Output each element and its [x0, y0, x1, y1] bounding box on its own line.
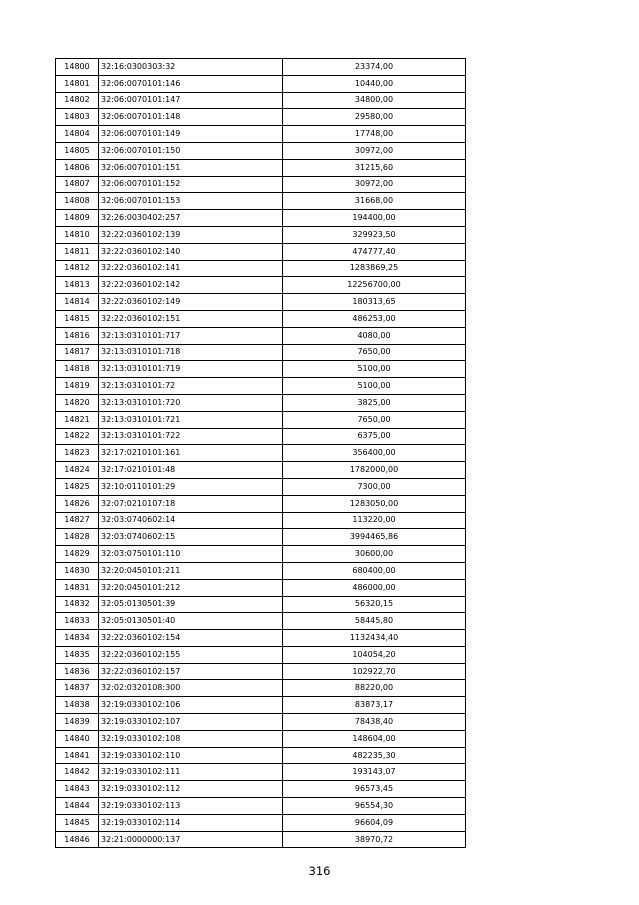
cadastral-number-cell: 32:22:0360102:155 [99, 646, 283, 663]
row-number-cell: 14828 [56, 529, 99, 546]
table-row [56, 646, 466, 663]
cadastral-number-cell: 32:16:0300303:32 [99, 59, 283, 76]
row-number-cell: 14827 [56, 512, 99, 529]
cadastral-value-cell: 17748,00 [283, 126, 466, 143]
cadastral-number-cell: 32:07:0210107:18 [99, 495, 283, 512]
cadastral-number-cell: 32:19:0330102:112 [99, 781, 283, 798]
cadastral-number-cell: 32:22:0360102:154 [99, 630, 283, 647]
table-row [56, 478, 466, 495]
table-row [56, 697, 466, 714]
table-row [56, 260, 466, 277]
cadastral-number-cell: 32:06:0070101:151 [99, 159, 283, 176]
row-number-cell: 14813 [56, 277, 99, 294]
table-row [56, 411, 466, 428]
row-number-cell: 14823 [56, 445, 99, 462]
cadastral-number-cell: 32:22:0360102:139 [99, 226, 283, 243]
table-row [56, 59, 466, 76]
row-number-cell: 14844 [56, 798, 99, 815]
cadastral-value-cell: 88220,00 [283, 680, 466, 697]
row-number-cell: 14821 [56, 411, 99, 428]
table-row [56, 176, 466, 193]
cadastral-value-cell: 102922,70 [283, 663, 466, 680]
cadastral-number-cell: 32:22:0360102:157 [99, 663, 283, 680]
row-number-cell: 14846 [56, 831, 99, 848]
table-row [56, 764, 466, 781]
row-number-cell: 14805 [56, 142, 99, 159]
table-row [56, 243, 466, 260]
cadastral-number-cell: 32:06:0070101:152 [99, 176, 283, 193]
row-number-cell: 14810 [56, 226, 99, 243]
table-row [56, 462, 466, 479]
row-number-cell: 14829 [56, 546, 99, 563]
table-row [56, 630, 466, 647]
table-row [56, 277, 466, 294]
row-number-cell: 14839 [56, 714, 99, 731]
cadastral-number-cell: 32:03:0750101:110 [99, 546, 283, 563]
cadastral-value-cell: 56320,15 [283, 596, 466, 613]
row-number-cell: 14826 [56, 495, 99, 512]
cadastral-number-cell: 32:19:0330102:107 [99, 714, 283, 731]
cadastral-number-cell: 32:13:0310101:722 [99, 428, 283, 445]
cadastral-value-cell: 96604,09 [283, 814, 466, 831]
cadastral-number-cell: 32:22:0360102:141 [99, 260, 283, 277]
cadastral-value-cell: 148604,00 [283, 730, 466, 747]
table-row [56, 512, 466, 529]
table-row [56, 428, 466, 445]
cadastral-value-cell: 1782000,00 [283, 462, 466, 479]
cadastral-number-cell: 32:05:0130501:39 [99, 596, 283, 613]
row-number-cell: 14835 [56, 646, 99, 663]
table-row [56, 814, 466, 831]
cadastral-value-cell: 30972,00 [283, 176, 466, 193]
cadastral-value-cell: 38970,72 [283, 831, 466, 848]
row-number-cell: 14825 [56, 478, 99, 495]
cadastral-value-cell: 96573,45 [283, 781, 466, 798]
table-row [56, 142, 466, 159]
cadastral-value-cell: 30972,00 [283, 142, 466, 159]
cadastral-number-cell: 32:06:0070101:146 [99, 75, 283, 92]
cadastral-value-cell: 7650,00 [283, 344, 466, 361]
table-row [56, 159, 466, 176]
cadastral-number-cell: 32:06:0070101:150 [99, 142, 283, 159]
table-row [56, 546, 466, 563]
table-row [56, 361, 466, 378]
table-row [56, 92, 466, 109]
cadastral-number-cell: 32:02:0320108:300 [99, 680, 283, 697]
row-number-cell: 14831 [56, 579, 99, 596]
cadastral-number-cell: 32:22:0360102:140 [99, 243, 283, 260]
cadastral-value-cell: 58445,80 [283, 613, 466, 630]
table-row [56, 495, 466, 512]
cadastral-value-cell: 356400,00 [283, 445, 466, 462]
cadastral-number-cell: 32:06:0070101:147 [99, 92, 283, 109]
cadastral-value-cell: 194400,00 [283, 210, 466, 227]
table-row [56, 394, 466, 411]
table-row [56, 294, 466, 311]
cadastral-value-cell: 30600,00 [283, 546, 466, 563]
cadastral-value-cell: 78438,40 [283, 714, 466, 731]
row-number-cell: 14834 [56, 630, 99, 647]
cadastral-number-cell: 32:26:0030402:257 [99, 210, 283, 227]
row-number-cell: 14830 [56, 562, 99, 579]
row-number-cell: 14833 [56, 613, 99, 630]
cadastral-value-cell: 29580,00 [283, 109, 466, 126]
table-row [56, 613, 466, 630]
cadastral-number-cell: 32:19:0330102:113 [99, 798, 283, 815]
row-number-cell: 14808 [56, 193, 99, 210]
cadastral-value-cell: 329923,50 [283, 226, 466, 243]
cadastral-number-cell: 32:13:0310101:718 [99, 344, 283, 361]
cadastral-number-cell: 32:21:0000000:137 [99, 831, 283, 848]
row-number-cell: 14820 [56, 394, 99, 411]
cadastral-value-cell: 31215,60 [283, 159, 466, 176]
table-row [56, 109, 466, 126]
table-row [56, 831, 466, 848]
cadastral-value-cell: 104054,20 [283, 646, 466, 663]
cadastral-value-cell: 5100,00 [283, 378, 466, 395]
cadastral-number-cell: 32:19:0330102:106 [99, 697, 283, 714]
cadastral-number-cell: 32:05:0130501:40 [99, 613, 283, 630]
row-number-cell: 14822 [56, 428, 99, 445]
row-number-cell: 14802 [56, 92, 99, 109]
table-row [56, 579, 466, 596]
cadastral-number-cell: 32:19:0330102:110 [99, 747, 283, 764]
row-number-cell: 14824 [56, 462, 99, 479]
cadastral-number-cell: 32:19:0330102:108 [99, 730, 283, 747]
cadastral-number-cell: 32:06:0070101:149 [99, 126, 283, 143]
cadastral-value-cell: 3994465,86 [283, 529, 466, 546]
cadastral-number-cell: 32:22:0360102:142 [99, 277, 283, 294]
table-row [56, 680, 466, 697]
row-number-cell: 14838 [56, 697, 99, 714]
table-row [56, 596, 466, 613]
table-row [56, 781, 466, 798]
row-number-cell: 14815 [56, 310, 99, 327]
table-row [56, 798, 466, 815]
cadastral-number-cell: 32:20:0450101:211 [99, 562, 283, 579]
cadastral-value-cell: 7300,00 [283, 478, 466, 495]
cadastral-value-cell: 34800,00 [283, 92, 466, 109]
cadastral-value-cell: 1283050,00 [283, 495, 466, 512]
cadastral-number-cell: 32:20:0450101:212 [99, 579, 283, 596]
row-number-cell: 14817 [56, 344, 99, 361]
row-number-cell: 14841 [56, 747, 99, 764]
cadastral-number-cell: 32:13:0310101:721 [99, 411, 283, 428]
cadastral-value-cell: 10440,00 [283, 75, 466, 92]
cadastral-value-cell: 486253,00 [283, 310, 466, 327]
cadastral-number-cell: 32:19:0330102:114 [99, 814, 283, 831]
cadastral-value-cell: 180313,65 [283, 294, 466, 311]
row-number-cell: 14801 [56, 75, 99, 92]
table-row [56, 730, 466, 747]
row-number-cell: 14809 [56, 210, 99, 227]
cadastral-number-cell: 32:22:0360102:151 [99, 310, 283, 327]
table-row [56, 126, 466, 143]
row-number-cell: 14814 [56, 294, 99, 311]
row-number-cell: 14840 [56, 730, 99, 747]
table-row [56, 327, 466, 344]
cadastral-number-cell: 32:13:0310101:719 [99, 361, 283, 378]
cadastral-number-cell: 32:06:0070101:153 [99, 193, 283, 210]
table-row [56, 747, 466, 764]
cadastral-number-cell: 32:13:0310101:717 [99, 327, 283, 344]
table-row [56, 193, 466, 210]
cadastral-value-cell: 12256700,00 [283, 277, 466, 294]
cadastral-value-cell: 83873,17 [283, 697, 466, 714]
cadastral-number-cell: 32:17:0210101:48 [99, 462, 283, 479]
table-row [56, 714, 466, 731]
row-number-cell: 14806 [56, 159, 99, 176]
row-number-cell: 14800 [56, 59, 99, 76]
table-row [56, 445, 466, 462]
row-number-cell: 14843 [56, 781, 99, 798]
row-number-cell: 14819 [56, 378, 99, 395]
cadastral-number-cell: 32:19:0330102:111 [99, 764, 283, 781]
cadastral-value-cell: 113220,00 [283, 512, 466, 529]
cadastral-number-cell: 32:22:0360102:149 [99, 294, 283, 311]
cadastral-value-table [55, 58, 466, 848]
table-row [56, 210, 466, 227]
row-number-cell: 14812 [56, 260, 99, 277]
table-row [56, 529, 466, 546]
cadastral-number-cell: 32:13:0310101:72 [99, 378, 283, 395]
cadastral-value-cell: 474777,40 [283, 243, 466, 260]
row-number-cell: 14842 [56, 764, 99, 781]
row-number-cell: 14832 [56, 596, 99, 613]
row-number-cell: 14811 [56, 243, 99, 260]
page-number: 316 [308, 864, 331, 878]
row-number-cell: 14816 [56, 327, 99, 344]
cadastral-value-cell: 31668,00 [283, 193, 466, 210]
cadastral-value-cell: 23374,00 [283, 59, 466, 76]
row-number-cell: 14845 [56, 814, 99, 831]
cadastral-number-cell: 32:03:0740602:14 [99, 512, 283, 529]
cadastral-value-cell: 7650,00 [283, 411, 466, 428]
row-number-cell: 14836 [56, 663, 99, 680]
cadastral-number-cell: 32:06:0070101:148 [99, 109, 283, 126]
row-number-cell: 14804 [56, 126, 99, 143]
cadastral-value-cell: 6375,00 [283, 428, 466, 445]
table-row [56, 562, 466, 579]
table-row [56, 310, 466, 327]
table-row [56, 75, 466, 92]
row-number-cell: 14807 [56, 176, 99, 193]
cadastral-number-cell: 32:03:0740602:15 [99, 529, 283, 546]
cadastral-value-cell: 5100,00 [283, 361, 466, 378]
cadastral-value-cell: 1283869,25 [283, 260, 466, 277]
cadastral-value-cell: 482235,30 [283, 747, 466, 764]
cadastral-number-cell: 32:17:0210101:161 [99, 445, 283, 462]
table-body [56, 59, 466, 848]
row-number-cell: 14818 [56, 361, 99, 378]
table-row [56, 226, 466, 243]
cadastral-value-cell: 486000,00 [283, 579, 466, 596]
row-number-cell: 14837 [56, 680, 99, 697]
cadastral-value-cell: 1132434,40 [283, 630, 466, 647]
table-row [56, 378, 466, 395]
cadastral-number-cell: 32:13:0310101:720 [99, 394, 283, 411]
table-row [56, 663, 466, 680]
cadastral-value-cell: 193143,07 [283, 764, 466, 781]
cadastral-value-cell: 3825,00 [283, 394, 466, 411]
row-number-cell: 14803 [56, 109, 99, 126]
table-row [56, 344, 466, 361]
cadastral-value-cell: 4080,00 [283, 327, 466, 344]
cadastral-number-cell: 32:10:0110101:29 [99, 478, 283, 495]
cadastral-value-cell: 680400,00 [283, 562, 466, 579]
cadastral-value-cell: 96554,30 [283, 798, 466, 815]
